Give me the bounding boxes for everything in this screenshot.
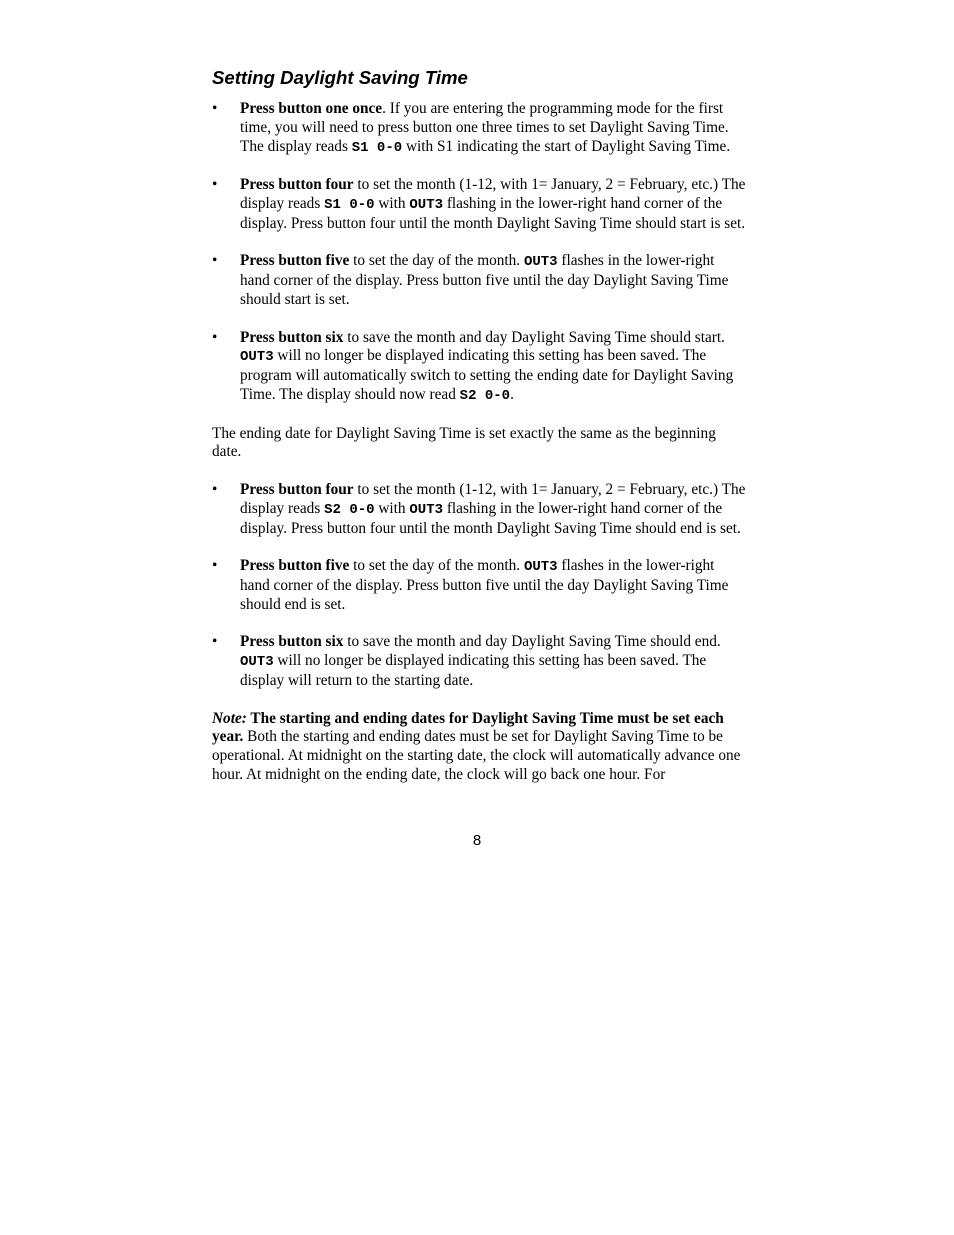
display-code: S1 0-0	[351, 139, 403, 156]
list-item	[212, 329, 747, 406]
step-lead: Press button six	[240, 328, 344, 346]
list-item	[212, 633, 747, 690]
note-emphasis: The starting and ending dates for Daylight Saving Time must be set each year.	[212, 709, 724, 746]
display-code: OUT3	[409, 501, 443, 518]
display-code: OUT3	[523, 254, 558, 271]
step-lead: Press button six	[240, 633, 344, 651]
document-page	[212, 66, 747, 803]
list-item	[212, 481, 747, 538]
step-lead: Press button four	[240, 176, 354, 194]
start-steps-list	[212, 100, 747, 406]
step-text: . If you are entering the programming mode for the first time, you will need to press button one three times to set Daylight Saving Time. The display reads	[240, 100, 729, 155]
step-text: to save the month and day Daylight Saving Time should end.	[343, 633, 721, 651]
step-lead: Press button five	[240, 252, 350, 270]
section-heading: Setting Daylight Saving Time	[212, 67, 468, 88]
step-text: will no longer be displayed indicating this setting has been saved. The display will return to the starting date.	[240, 652, 707, 689]
note-paragraph	[212, 710, 747, 785]
step-text: flashes in the lower-right hand corner of the display. Press button five until the day Daylight Saving Time should start is set.	[240, 252, 729, 308]
step-lead: Press button four	[240, 480, 354, 498]
step-text: with	[374, 499, 410, 517]
step-lead: Press button five	[240, 557, 350, 575]
step-text: flashing in the lower-right hand corner of the display. Press button four until the month Daylight Saving Time should start is set.	[240, 194, 746, 232]
display-code: S1 0-0	[324, 196, 375, 213]
display-code: OUT3	[240, 349, 274, 366]
step-text: to set the month (1-12, with 1= January, 2 = February, etc.) The display reads	[240, 480, 746, 517]
ending-date-paragraph: The ending date for Daylight Saving Time is set exactly the same as the beginning date.	[212, 424, 716, 461]
page-number: 8	[472, 832, 482, 849]
display-code: S2 0-0	[459, 387, 511, 404]
list-item	[212, 557, 747, 614]
step-text: to set the day of the month.	[349, 252, 524, 270]
step-text: to save the month and day Daylight Saving Time should start.	[343, 328, 725, 346]
list-item	[212, 176, 747, 233]
display-code: OUT3	[409, 196, 443, 213]
step-text: .	[510, 385, 514, 403]
step-text: to set the day of the month.	[349, 557, 524, 575]
step-text: flashing in the lower-right hand corner of the display. Press button four until the month Daylight Saving Time should end is set.	[240, 499, 741, 537]
step-text: to set the month (1-12, with 1= January, 2 = February, etc.) The display reads	[240, 176, 746, 212]
display-code: S2 0-0	[324, 501, 375, 518]
note-label: Note:	[212, 709, 247, 727]
step-text: will no longer be displayed indicating this setting has been saved. The program will automatically switch to setting the ending date for Daylight Saving Time. The display should now read	[240, 347, 734, 403]
step-text: flashes in the lower-right hand corner of the display. Press button five until the day Daylight Saving Time should end is set.	[240, 557, 729, 613]
list-item	[212, 100, 747, 157]
note-text: Both the starting and ending dates must be set for Daylight Saving Time to be operational. At midnight on the starting date, the clock will automatically advance one hour. At midnight on the ending date, the clock will go back one hour. For	[212, 728, 741, 783]
step-text: with S1 indicating the start of Daylight Saving Time.	[402, 137, 731, 155]
step-lead: Press button one once	[240, 100, 383, 117]
end-steps-list	[212, 481, 747, 691]
list-item	[212, 252, 747, 309]
display-code: OUT3	[523, 559, 558, 576]
step-text: with	[374, 194, 410, 212]
display-code: OUT3	[240, 654, 274, 671]
